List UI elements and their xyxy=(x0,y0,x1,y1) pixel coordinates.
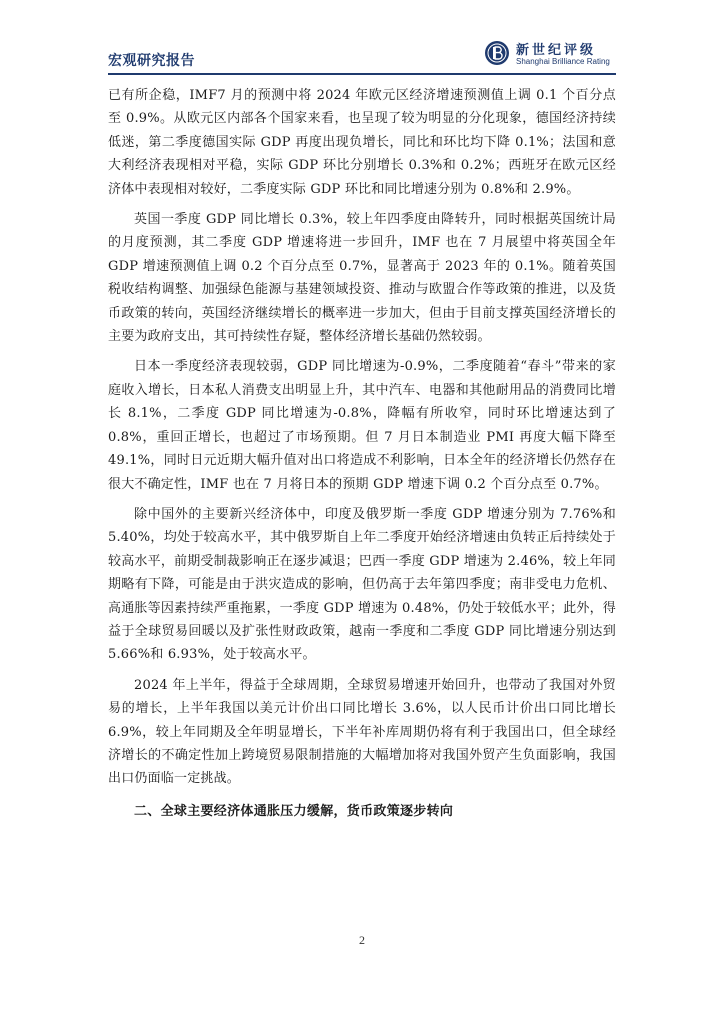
brand-logo xyxy=(484,38,616,70)
logo-english-name: Shanghai Brilliance Rating xyxy=(516,57,610,66)
page-number: 2 xyxy=(359,933,365,947)
paragraph-emerging-economies: 除中国外的主要新兴经济体中，印度及俄罗斯一季度 GDP 增速分别为 7.76%和 5.40%，均处于较高水平，其中俄罗斯自上年二季度开始经济增速由负转正后持续处于较高水平，前期受制裁影响正在逐步减退；巴西一季度 GDP 增速为 2.46%，较上年同期略有下降，可能是由于洪灾造成的影响，但仍高于去年第四季度；南非受电力危机、高通胀等因素持续严重拖累，一季度 GDP 增速为 0.48%，仍处于较低水平；此外，得益于全球贸易回暖以及扩张性财政政策，越南一季度和二季度 GDP 同比增速分别达到 5.66%和 6.93%，处于较高水平。 xyxy=(108,506,616,663)
paragraph-china-trade: 2024 年上半年，得益于全球周期，全球贸易增速开始回升，也带动了我国对外贸易的增长，上半年我国以美元计价出口同比增长 3.6%，以人民币计价出口同比增长 6.9%，较上年同期及全年明显增长，下半年补库周期仍将有利于我国出口，但全球经济增长的不确定性加上跨境贸易限制措施的大幅增加将对我国外贸产生负面影响，我国出口仍面临一定挑战。 xyxy=(108,677,616,787)
header-divider xyxy=(108,73,616,75)
section-heading: 二、全球主要经济体通胀压力缓解，货币政策逐步转向 xyxy=(134,803,454,819)
page-header xyxy=(108,38,616,72)
document-body xyxy=(108,84,616,824)
paragraph-eurozone: 已有所企稳，IMF7 月的预测中将 2024 年欧元区经济增速预测值上调 0.1 个百分点至 0.9%。从欧元区内部各个国家来看，也呈现了较为明显的分化现象，德国经济持续低迷，第二季度德国实际 GDP 再度出现负增长，同比和环比均下降 0.1%；法国和意大利经济表现相对平稳，实际 GDP 环比分别增长 0.3%和 0.2%；西班牙在欧元区经济体中表现相对较好，二季度实际 GDP 环比和同比增速分别为 0.8%和 2.9%。 xyxy=(108,88,616,197)
paragraph-uk: 英国一季度 GDP 同比增长 0.3%，较上年四季度由降转升，同时根据英国统计局的月度预测，其二季度 GDP 增速将进一步回升，IMF 也在 7 月展望中将英国全年 GDP 增速预测值上调 0.2 个百分点至 0.7%，显著高于 2023 年的 0.1%。随着英国税收结构调整、加强绿色能源与基建领域投资、推动与欧盟合作等政策的推进，以及货币政策的转向，英国经济继续增长的概率进一步加大，但由于目前支撑英国经济增长的主要为政府支出，其可持续性存疑，整体经济增长基础仍然较弱。 xyxy=(108,212,616,345)
report-type-label: 宏观研究报告 xyxy=(108,53,195,69)
paragraph-japan: 日本一季度经济表现较弱，GDP 同比增速为-0.9%，二季度随着“春斗”带来的家庭收入增长，日本私人消费支出明显上升，其中汽车、电器和其他耐用品的消费同比增长 8.1%，二季度 GDP 同比增速为-0.8%，降幅有所收窄，同时环比增速达到了 0.8%，重回正增长，也超过了市场预期。但 7 月日本制造业 PMI 再度大幅下降至 49.1%，同时日元近期大幅升值对出口将造成不利影响，日本全年的经济增长仍然存在很大不确定性，IMF 也在 7 月将日本的预期 GDP 增速下调 0.2 个百分点至 0.7%。 xyxy=(108,359,616,492)
brilliance-logo-icon xyxy=(484,40,510,66)
logo-chinese-name: 新世纪评级 xyxy=(516,43,597,58)
